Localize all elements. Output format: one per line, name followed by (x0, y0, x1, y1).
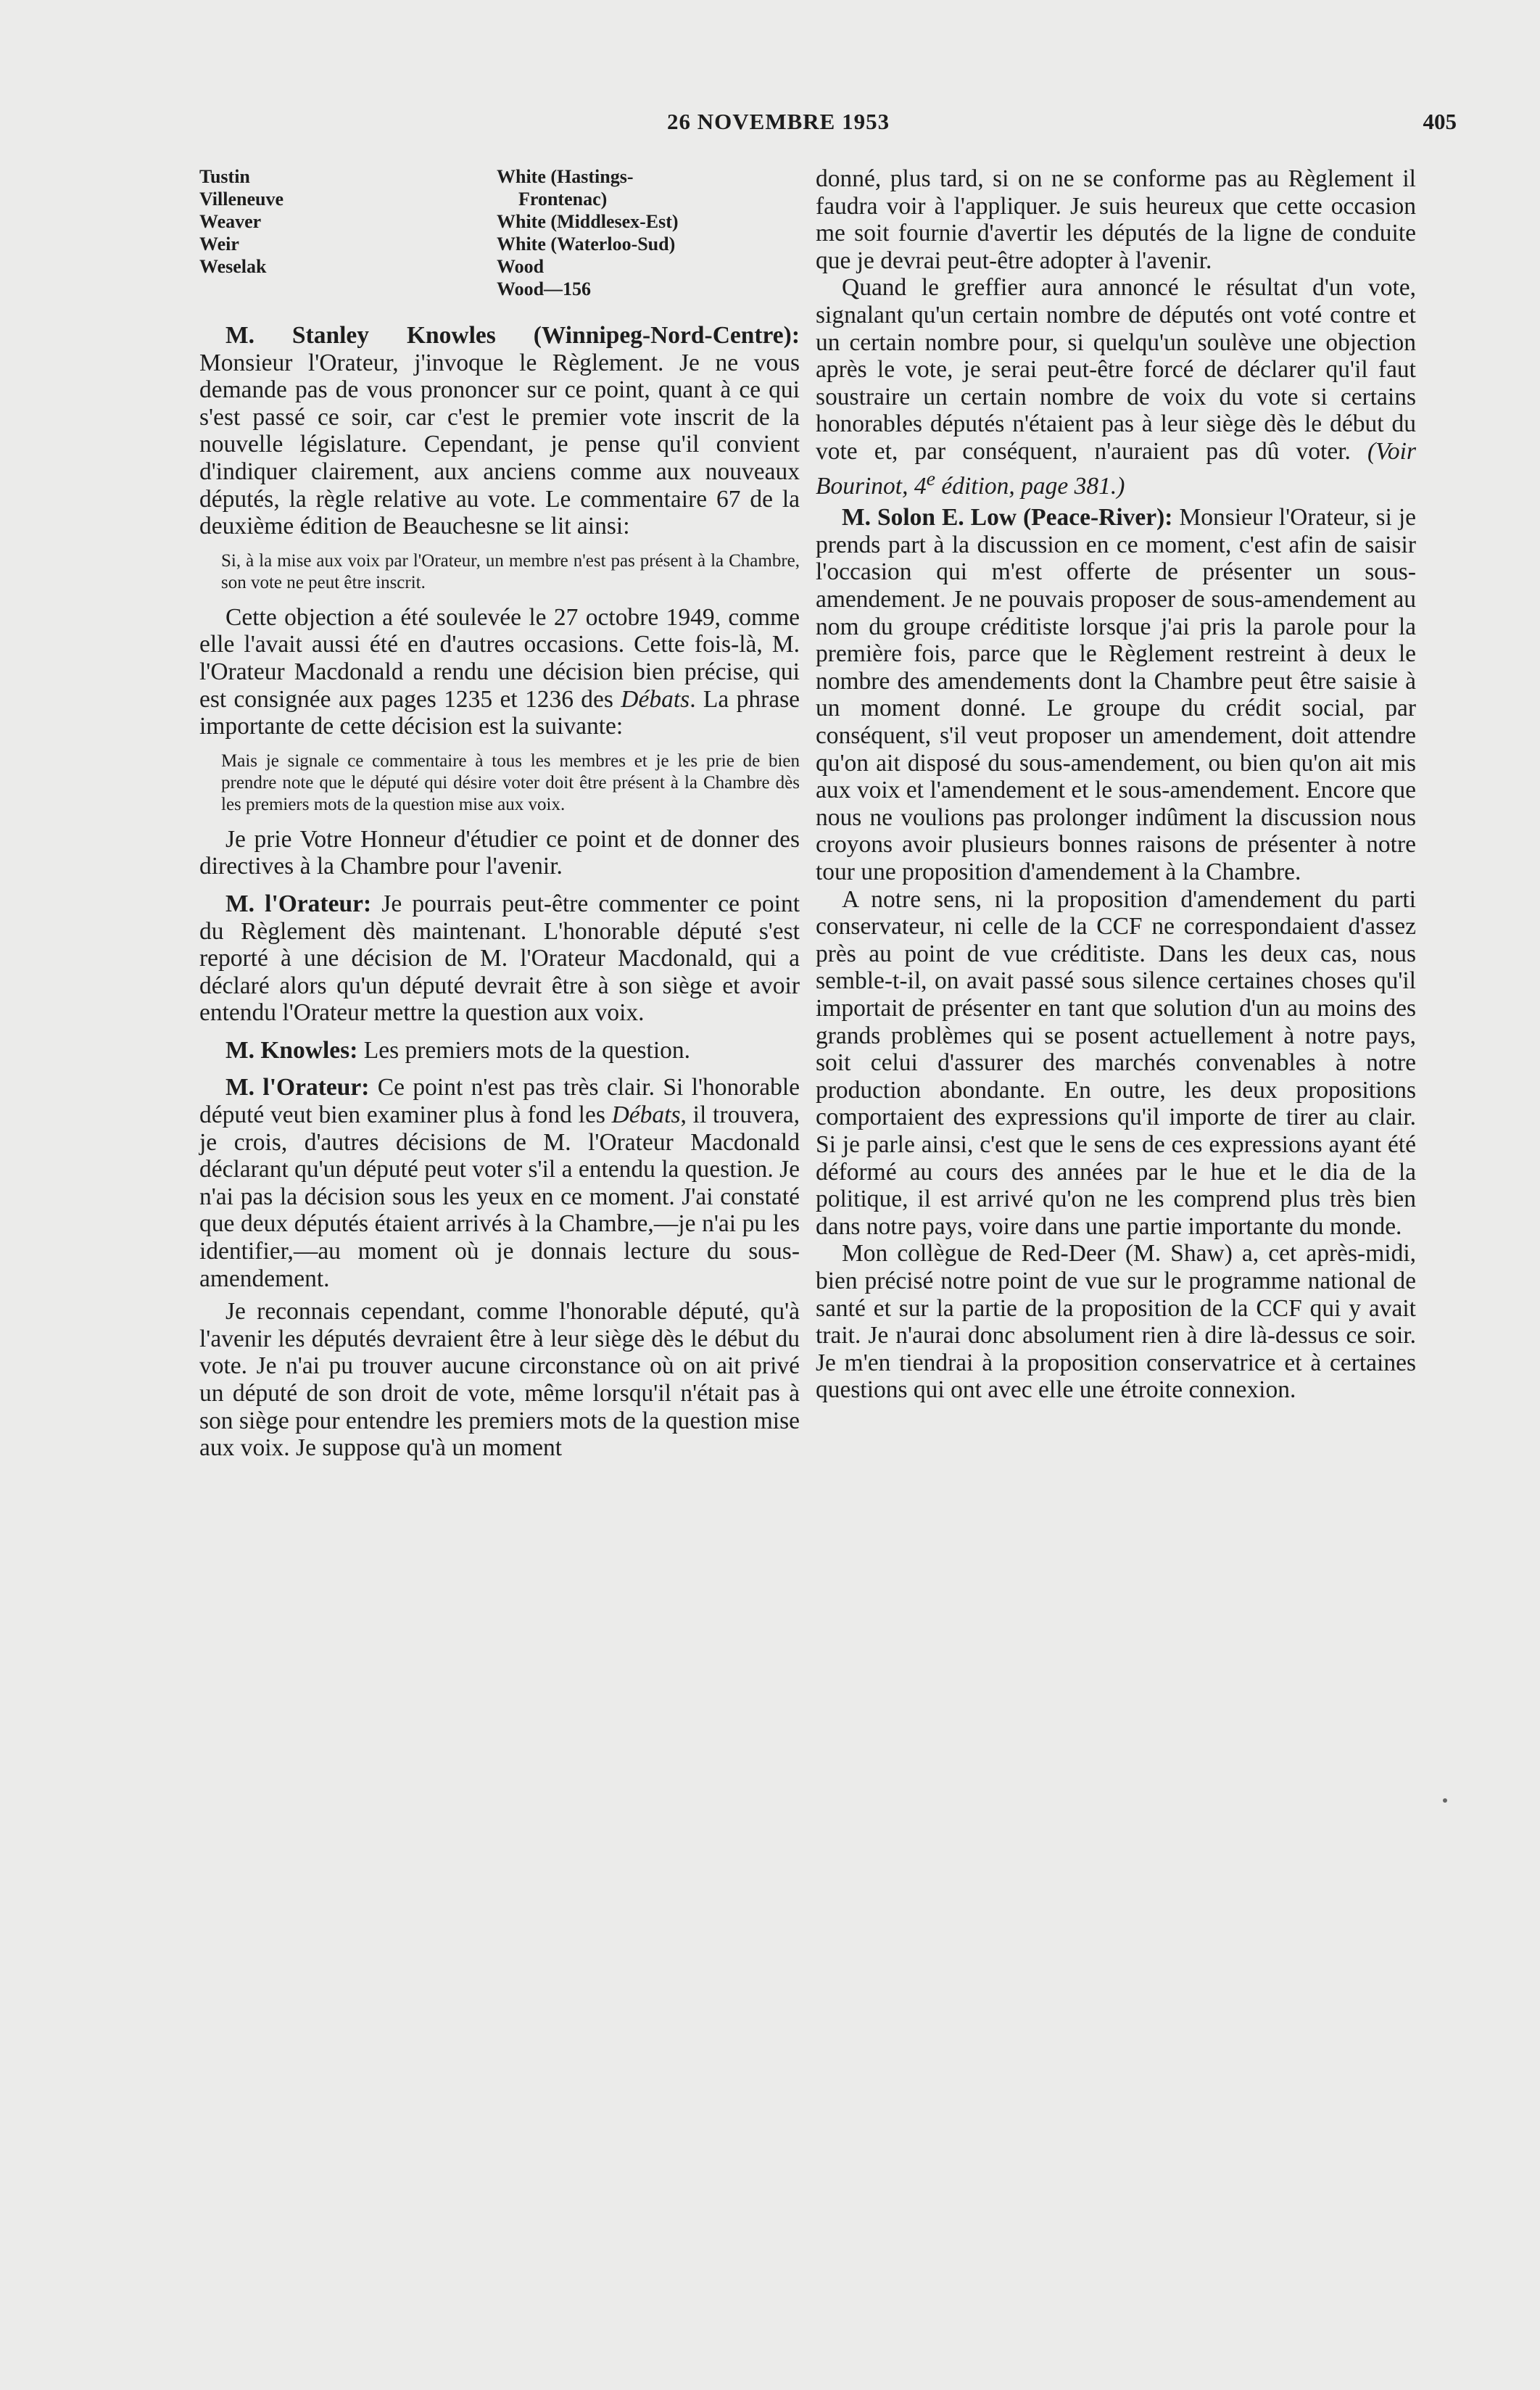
vote-name: Weselak (199, 256, 267, 277)
paragraph-knowles-2 (199, 1037, 800, 1064)
left-column (199, 165, 800, 1462)
paragraph-orateur-1 (199, 890, 800, 1027)
vote-name: Weir (199, 233, 239, 255)
paragraph-collegue: Mon collègue de Red-Deer (M. Shaw) a, cet après-midi, bien précisé notre point de vue sur le programme national de santé et sur la partie de la proposition de la CCF qui y avait trait. Je n'aurai donc absolument rien à dire là-dessus ce soir. Je m'en tiendrai à la proposition conservatrice et à certaines questions qui ont avec elle une étroite connexion. (816, 1240, 1416, 1404)
page-header (667, 109, 1457, 138)
paragraph-prie: Je prie Votre Honneur d'étudier ce point et de donner des directives à la Chambre pour l'avenir. (199, 825, 800, 880)
paragraph-reconnais: Je reconnais cependant, comme l'honorable député, qu'à l'avenir les députés devraient être à leur siège dès le début du vote. Je n'ai pu trouver aucune circonstance où on ait privé un député de son droit de vote, même lorsqu'il n'était pas à son siège pour entendre les premiers mots de la question mise aux voix. Je suppose qu'à un moment (199, 1298, 800, 1462)
vote-list-col-2 (497, 165, 800, 300)
running-title: 26 NOVEMBRE 1953 (667, 109, 890, 134)
citation-text: édition, page 381.) (935, 472, 1125, 500)
citation-text: (Voir Bourinot, 4 (816, 437, 1416, 500)
paragraph-greffier (816, 274, 1416, 500)
speech-text: . La phrase importante de cette décision est la suivante: (199, 685, 800, 740)
speaker-name: M. l'Orateur: (225, 1074, 370, 1101)
vote-list-col-1 (199, 165, 497, 300)
page-number: 405 (1423, 109, 1457, 134)
citation-superscript: e (926, 467, 936, 490)
speaker-name: M. Solon E. Low (Peace-River): (842, 504, 1173, 532)
speech-text: Cette objection a été soulevée le 27 octobre 1949, comme elle l'avait aussi été en d'autres occasions. Cette fois-là, M. l'Orateur Macdonald a rendu une décision bien précise, qui est consignée aux pages 1235 et 1236 des (199, 603, 800, 713)
paragraph-low (816, 504, 1416, 885)
speaker-name: M. Stanley Knowles (Winnipeg-Nord-Centre): (225, 322, 800, 349)
paragraph-continuation: donné, plus tard, si on ne se conforme pas au Règlement il faudra voir à l'appliquer. Je suis heureux que cette occasion me soit fournie d'avertir les députés de la ligne de conduite que je devrai peut-être adopter à l'avenir. (816, 165, 1416, 274)
paragraph-knowles (199, 322, 800, 540)
vote-name: Weaver (199, 211, 262, 232)
vote-name: Frontenac) (518, 189, 608, 210)
paragraph-objection (199, 604, 800, 740)
speaker-name: M. l'Orateur: (225, 890, 372, 917)
vote-name: Wood—156 (497, 278, 592, 299)
italic-text: Débats (621, 685, 690, 713)
paragraph-orateur-2 (199, 1074, 800, 1292)
speech-text: Quand le greffier aura annoncé le résultat d'un vote, signalant qu'un certain nombre de députés ont voté contre et un certain nombre pour, si quelqu'un soulève une objection après le vote, je serai peut-être forcé de déclarer qu'il faut soustraire un certain nombre de voix du vote si certains honorables députés n'étaient pas à leur siège dès le début du vote et, par conséquent, n'auraient pas dû voter. (816, 274, 1416, 465)
speech-text: Je pourrais peut-être commenter ce point du Règlement dès maintenant. L'honorable député s'est reporté à une décision de M. l'Orateur Macdonald, qui a déclaré alors qu'un député devrait être à son siège et avoir entendu l'Orateur mettre la question aux voix. (199, 890, 800, 1027)
vote-name: White (Hastings- (497, 166, 634, 187)
vote-name: White (Waterloo-Sud) (497, 233, 676, 255)
speech-text: Monsieur l'Orateur, j'invoque le Règlement. Je ne vous demande pas de vous prononcer sur ce point, quant à ce qui s'est passé ce soir, car c'est le premier vote inscrit de la nouvelle législature. Cependant, je pense qu'il convient d'indiquer clairement, aux anciens comme aux nouveaux députés, la règle relative au vote. Le commentaire 67 de la deuxième édition de Beauchesne se lit ainsi: (199, 349, 800, 540)
quotation-beauchesne: Si, à la mise aux voix par l'Orateur, un membre n'est pas présent à la Chambre, son vote ne peut être inscrit. (221, 550, 800, 592)
speaker-name: M. Knowles: (225, 1036, 358, 1064)
quotation-macdonald: Mais je signale ce commentaire à tous les membres et je les prie de bien prendre note que le député qui désire voter doit être présent à la Chambre dès les premiers mots de la question mise aux voix. (221, 751, 800, 814)
speech-text: Monsieur l'Orateur, si je prends part à la discussion en ce moment, c'est afin de saisir l'occasion qui m'est offerte de présenter un sous-amendement. Je ne pouvais proposer de sous-amendement au nom du groupe créditiste lorsque j'ai pris la parole pour la première fois, parce que le Règlement restreint à deux le nombre des amendements dont la Chambre peut être saisie à un moment donné. Le groupe du crédit social, par conséquent, s'il veut proposer un amendement, doit attendre qu'on ait disposé du sous-amendement, ou bien qu'on ait mis aux voix et l'amendement et le sous-amendement. Encore que nous ne voulions pas prolonger indûment la discussion nous croyons avoir plusieurs bonnes raisons de présenter à notre tour une proposition d'amendement à la Chambre. (816, 504, 1416, 885)
vote-name: Tustin (199, 166, 250, 187)
vote-name: White (Middlesex-Est) (497, 211, 679, 232)
paragraph-notre-sens: A notre sens, ni la proposition d'amendement du parti conservateur, ni celle de la CCF ne correspondaient d'assez près au point de vue créditiste. Dans les deux cas, nous semble-t-il, on avait passé sous silence certaines choses qu'il importait de présenter en tant que solution d'un au moins des grands problèmes qui se posent actuellement à notre pays, soit celui d'assurer des marchés convenables à notre production abondante. En outre, les deux propositions comportaient des expressions qu'il importe de tirer au clair. Si je parle ainsi, c'est que le sens de ces expressions ayant été déformé au cours des années par le hue et le dia de la politique, il est arrivé qu'on ne les comprend plus très bien dans notre pays, voire dans une partie importante du monde. (816, 885, 1416, 1240)
italic-text: Débats (611, 1101, 681, 1129)
vote-name: Villeneuve (199, 189, 284, 210)
speech-text: Les premiers mots de la question. (363, 1036, 691, 1064)
vote-name: Wood (497, 256, 545, 277)
vote-list (199, 165, 800, 300)
scan-speck (1443, 1798, 1447, 1803)
speech-text: , il trouvera, je crois, d'autres décisions de M. l'Orateur Macdonald déclarant qu'un député peut voter s'il a entendu la question. Je n'ai pas la décision sous les yeux en ce moment. J'ai constaté que deux députés étaient arrivés à la Chambre,—je n'ai pu les identifier,—au moment où je donnais lecture du sous-amendement. (199, 1101, 800, 1292)
right-column (816, 165, 1416, 1404)
speech-text: Ce point n'est pas très clair. Si l'honorable député veut bien examiner plus à fond les (199, 1074, 800, 1129)
